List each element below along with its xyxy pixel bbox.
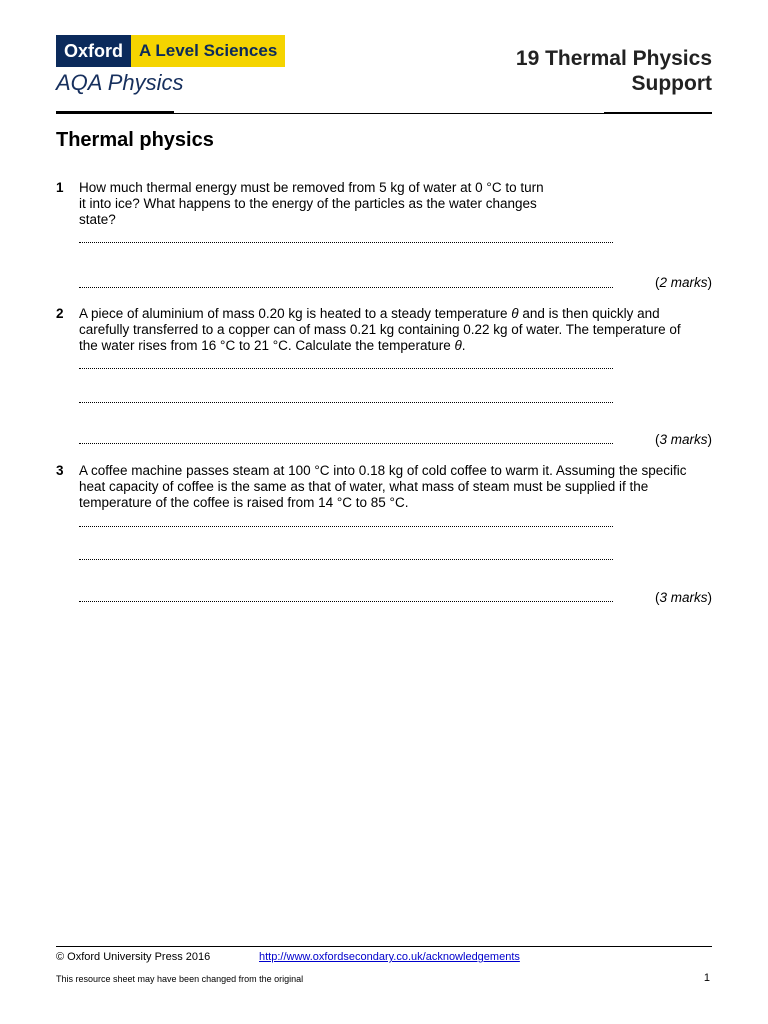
answer-line[interactable] bbox=[79, 242, 613, 243]
answer-line[interactable] bbox=[79, 402, 613, 403]
answer-line[interactable] bbox=[79, 526, 613, 527]
question-text: A coffee machine passes steam at 100 °C into 0.18 kg of cold coffee to warm it. Assuming the specific heat capacity of coffee is the same as that of water, what mass of steam must be supplied if the temperature of the coffee is raised from 14 °C to 85 °C. bbox=[79, 463, 687, 510]
header-rule-accent-left bbox=[56, 111, 174, 113]
brand-a-level-sciences: A Level Sciences bbox=[131, 35, 285, 67]
footer-rule bbox=[56, 946, 712, 947]
question-number: 2 bbox=[56, 306, 64, 321]
unit-title bbox=[516, 46, 712, 96]
question-number: 1 bbox=[56, 180, 64, 195]
header-rule-accent-right bbox=[604, 112, 712, 114]
brand-oxford: Oxford bbox=[56, 35, 131, 67]
question-1 bbox=[56, 180, 712, 228]
answer-line[interactable] bbox=[79, 368, 613, 369]
question-2 bbox=[56, 306, 712, 354]
answer-line[interactable] bbox=[79, 559, 613, 560]
page-number: 1 bbox=[703, 972, 710, 984]
question-number: 3 bbox=[56, 463, 64, 478]
unit-title-line1: 19 Thermal Physics bbox=[515, 47, 712, 70]
answer-line[interactable] bbox=[79, 287, 613, 288]
unit-title-line2: Support bbox=[631, 72, 712, 95]
question-text: How much thermal energy must be removed from 5 kg of water at 0 °C to turn it into ice? What happens to the energy of the particles as the water changes state? bbox=[79, 180, 544, 227]
marks-label: (3 marks) bbox=[654, 432, 712, 447]
brand-logo bbox=[56, 35, 285, 67]
subject-title: AQA Physics bbox=[56, 70, 184, 95]
footer-copyright: © Oxford University Press 2016 bbox=[56, 951, 211, 963]
answer-line[interactable] bbox=[79, 601, 613, 602]
page-title: Thermal physics bbox=[56, 129, 214, 151]
answer-line[interactable] bbox=[79, 443, 613, 444]
footer-acknowledgements-link[interactable]: http://www.oxfordsecondary.co.uk/acknowledgements bbox=[259, 951, 520, 963]
footer-note: This resource sheet may have been changed from the original bbox=[56, 974, 304, 984]
marks-label: (2 marks) bbox=[654, 275, 712, 290]
marks-label: (3 marks) bbox=[654, 590, 712, 605]
question-text: A piece of aluminium of mass 0.20 kg is heated to a steady temperature θ and is then quickly and carefully transferred to a copper can of mass 0.21 kg containing 0.22 kg of water. The temperature of the water rises from 16 °C to 21 °C. Calculate the temperature θ. bbox=[79, 306, 681, 353]
question-3 bbox=[56, 463, 712, 511]
